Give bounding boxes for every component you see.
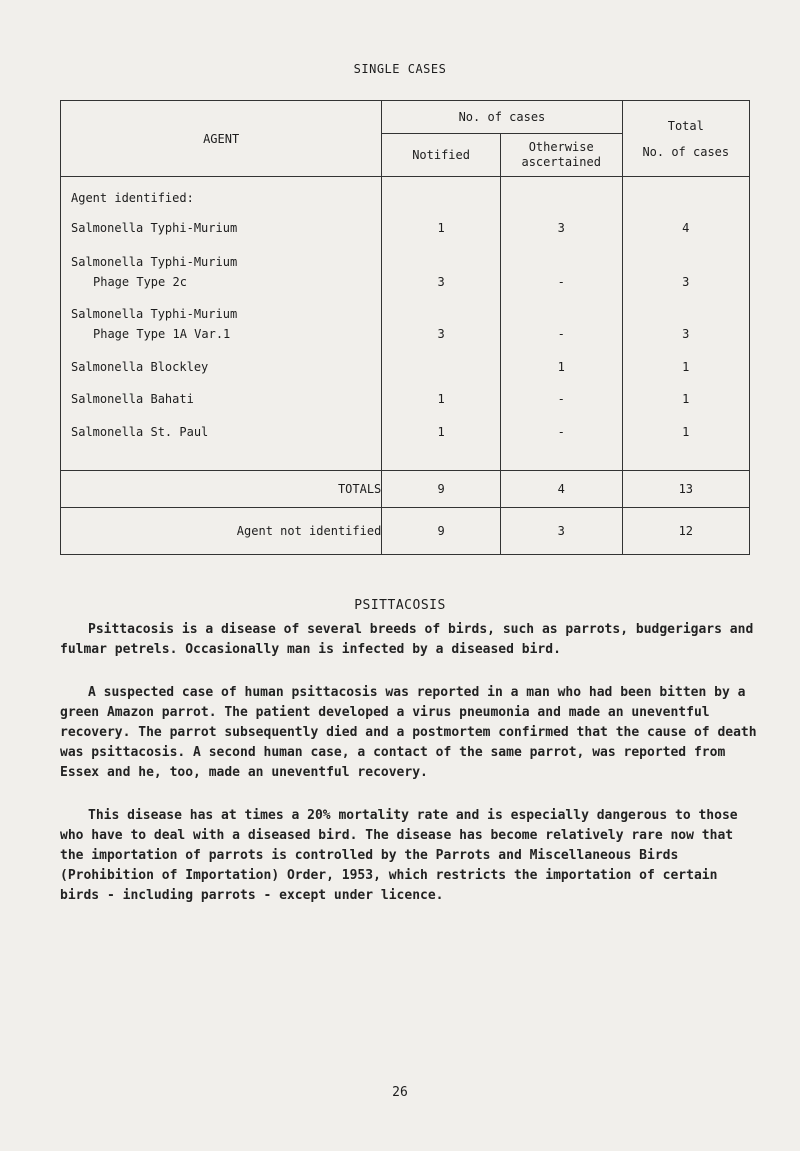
- cell-otherwise: -: [557, 392, 565, 406]
- header-otherwise: Otherwise ascertained: [500, 134, 622, 177]
- section-label: Agent identified:: [71, 191, 194, 205]
- cell-otherwise: -: [557, 327, 565, 341]
- not-identified-label: Agent not identified: [61, 508, 382, 555]
- agent-name: Salmonella St. Paul: [71, 425, 209, 439]
- notified-column: [382, 177, 501, 471]
- single-cases-table: [60, 100, 750, 555]
- paragraph: Psittacosis is a disease of several breeds of birds, such as parrots, budgerigars and fulmar petrels. Occasionally man is infected by a diseased bird.: [60, 622, 754, 657]
- agent-name: Salmonella Typhi-Murium: [71, 255, 238, 269]
- section-title: PSITTACOSIS: [354, 598, 446, 613]
- agent-name: Salmonella Typhi-Murium: [71, 307, 238, 321]
- table-title: SINGLE CASES: [353, 62, 447, 76]
- cell-otherwise: 3: [557, 221, 565, 235]
- cell-otherwise: 1: [557, 360, 565, 374]
- totals-notified: 9: [382, 471, 501, 508]
- not-identified-notified: 9: [382, 508, 501, 555]
- agent-column: [61, 177, 382, 471]
- cell-otherwise: -: [557, 425, 565, 439]
- header-notified: Notified: [382, 134, 501, 177]
- agent-subtype: Phage Type 2c: [93, 275, 187, 289]
- totals-row: [61, 471, 750, 508]
- cell-notified: 3: [437, 275, 445, 289]
- agent-name: Salmonella Blockley: [71, 360, 209, 374]
- otherwise-column: [500, 177, 622, 471]
- cell-notified: 1: [437, 425, 445, 439]
- agent-name: Salmonella Bahati: [71, 392, 194, 406]
- agent-name: Salmonella Typhi-Murium: [71, 221, 238, 235]
- page-number: 26: [392, 1085, 408, 1100]
- not-identified-row: [61, 508, 750, 555]
- cell-total: 3: [682, 327, 690, 341]
- header-total: [622, 101, 749, 177]
- agent-subtype: Phage Type 1A Var.1: [93, 327, 231, 341]
- total-column: [622, 177, 749, 471]
- cell-notified: 3: [437, 327, 445, 341]
- header-no-of-cases: No. of cases: [382, 101, 622, 134]
- not-identified-total: 12: [622, 508, 749, 555]
- cell-total: 1: [682, 425, 690, 439]
- cell-notified: 1: [437, 221, 445, 235]
- header-total-line1: Total: [667, 118, 704, 133]
- cell-notified: 1: [437, 392, 445, 406]
- cell-otherwise: -: [557, 275, 565, 289]
- cell-total: 3: [682, 275, 690, 289]
- totals-otherwise: 4: [500, 471, 622, 508]
- totals-label: TOTALS: [61, 471, 382, 508]
- totals-total: 13: [622, 471, 749, 508]
- not-identified-otherwise: 3: [500, 508, 622, 555]
- paragraph: This disease has at times a 20% mortality rate and is especially dangerous to those who have to deal with a diseased bird. The disease has become relatively rare now that the importation of parrots is controlled by the Parrots and Miscellaneous Birds (Prohibition of Importation) Order, 1953, which restricts the importation of certain birds - including parrots - except under licence.: [60, 808, 738, 903]
- header-agent: AGENT: [61, 101, 382, 177]
- cell-total: 1: [682, 360, 690, 374]
- header-total-line2: No. of cases: [642, 144, 730, 159]
- cell-total: 4: [682, 221, 690, 235]
- cell-total: 1: [682, 392, 690, 406]
- paragraph: A suspected case of human psittacosis was reported in a man who had been bitten by a green Amazon parrot. The patient developed a virus pneumonia and made an uneventful recovery. The parrot subsequently died and a postmortem confirmed that the cause of death was psittacosis. A second human case, a contact of the same parrot, was reported from Essex and he, too, made an uneventful recovery.: [60, 685, 757, 780]
